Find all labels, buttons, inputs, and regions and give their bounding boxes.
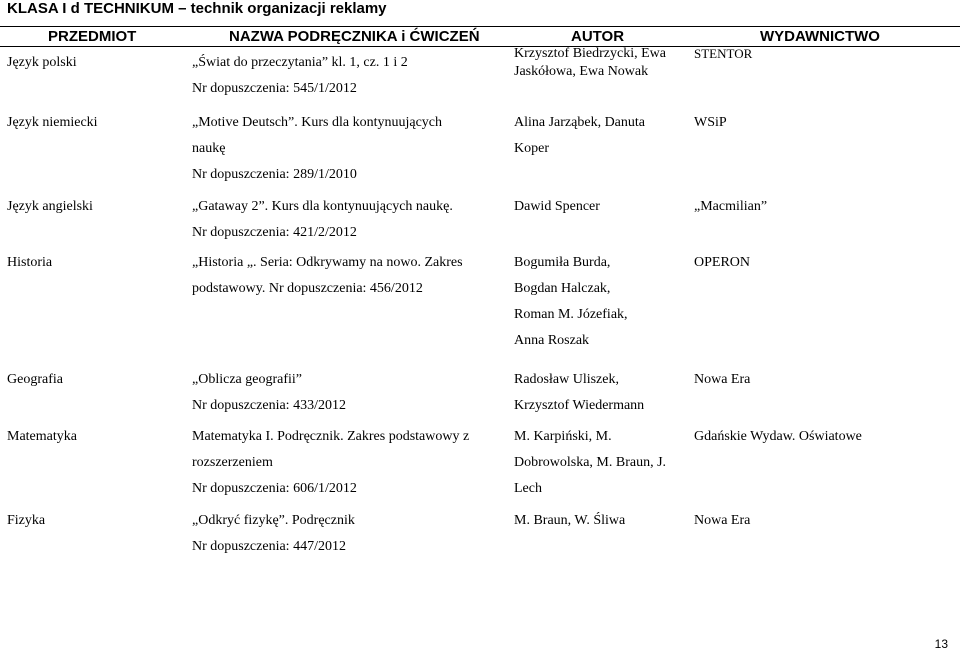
author-cell [514, 45, 666, 81]
publisher-cell: WSiP [694, 115, 727, 130]
publisher-cell: Nowa Era [694, 513, 751, 528]
author-line: Dawid Spencer [514, 199, 600, 214]
book-cell [192, 194, 453, 246]
book-line: Nr dopuszczenia: 606/1/2012 [192, 481, 357, 496]
book-line: „Oblicza geografii” [192, 372, 302, 387]
subject-cell: Język angielski [7, 199, 93, 214]
book-line: „Odkryć fizykę”. Podręcznik [192, 513, 355, 528]
book-line: podstawowy. Nr dopuszczenia: 456/2012 [192, 281, 423, 296]
book-line: „Historia „. Seria: Odkrywamy na nowo. Zakres [192, 255, 463, 270]
book-cell [192, 508, 355, 560]
book-cell [192, 367, 346, 419]
header-book: NAZWA PODRĘCZNIKA i ĆWICZEŃ [229, 28, 480, 45]
publisher-cell: „Macmilian” [694, 199, 768, 214]
author-line: M. Karpiński, M. [514, 429, 612, 444]
author-line: Krzysztof Wiedermann [514, 398, 645, 413]
book-cell [192, 250, 463, 302]
author-cell [514, 508, 625, 534]
header-author: AUTOR [571, 28, 625, 45]
subject-cell: Historia [7, 255, 53, 270]
header-subject: PRZEDMIOT [48, 28, 137, 45]
author-cell [514, 250, 628, 354]
author-line: Bogumiła Burda, [514, 255, 611, 270]
author-line: Anna Roszak [514, 333, 590, 348]
author-line: Krzysztof Biedrzycki, Ewa [514, 46, 666, 61]
book-line: Nr dopuszczenia: 433/2012 [192, 398, 346, 413]
publisher-cell: Gdańskie Wydaw. Oświatowe [694, 429, 862, 444]
publisher-cell: OPERON [694, 255, 751, 270]
author-line: Alina Jarząbek, Danuta [514, 115, 645, 130]
book-line: naukę [192, 141, 226, 156]
author-line: Lech [514, 481, 542, 496]
table-header [0, 26, 960, 47]
author-cell [514, 194, 600, 220]
book-cell [192, 50, 408, 102]
subject-cell: Geografia [7, 372, 63, 387]
author-cell [514, 367, 644, 419]
book-line: Nr dopuszczenia: 545/1/2012 [192, 81, 357, 96]
publisher-cell: STENTOR [694, 46, 753, 61]
header-publisher: WYDAWNICTWO [760, 28, 880, 45]
author-cell [514, 110, 645, 162]
book-line: Nr dopuszczenia: 289/1/2010 [192, 167, 357, 182]
book-cell [192, 424, 469, 502]
page-number: 13 [934, 637, 948, 651]
subject-cell: Fizyka [7, 513, 46, 528]
book-line: Matematyka I. Podręcznik. Zakres podstawowy z [192, 429, 470, 444]
author-line: Jaskółowa, Ewa Nowak [514, 64, 649, 79]
book-cell [192, 110, 442, 188]
subject-cell: Język niemiecki [7, 115, 98, 130]
author-line: Koper [514, 141, 549, 156]
author-line: Dobrowolska, M. Braun, J. [514, 455, 667, 470]
author-line: Bogdan Halczak, [514, 281, 611, 296]
book-line: Nr dopuszczenia: 421/2/2012 [192, 225, 357, 240]
book-line: „Świat do przeczytania” kl. 1, cz. 1 i 2 [192, 55, 408, 70]
book-line: rozszerzeniem [192, 455, 273, 470]
author-cell [514, 424, 666, 502]
publisher-cell: Nowa Era [694, 372, 751, 387]
book-line: Nr dopuszczenia: 447/2012 [192, 539, 346, 554]
subject-cell: Matematyka [7, 429, 77, 444]
author-line: Radosław Uliszek, [514, 372, 619, 387]
book-line: „Motive Deutsch”. Kurs dla kontynuujących [192, 115, 442, 130]
book-line: „Gataway 2”. Kurs dla kontynuujących naukę. [192, 199, 453, 214]
author-line: M. Braun, W. Śliwa [514, 513, 626, 528]
subject-cell: Język polski [7, 55, 77, 70]
document-title: KLASA I d TECHNIKUM – technik organizacji reklamy [7, 0, 387, 17]
author-line: Roman M. Józefiak, [514, 307, 628, 322]
